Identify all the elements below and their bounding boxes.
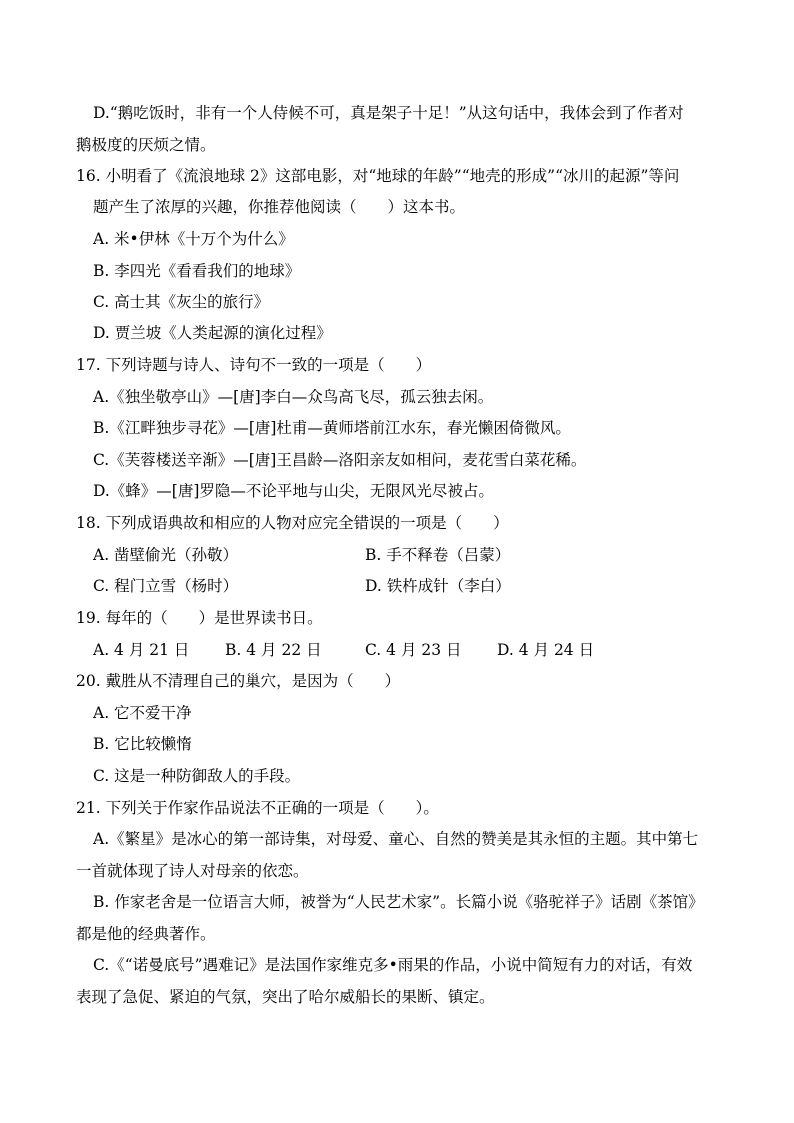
q21-option-c-line1: C.《“诺曼底号”遇难记》是法国作家维克多•雨果的作品，小说中简短有力的对话，有效 (93, 956, 693, 974)
q20-option-c: C. 这是一种防御敌人的手段。 (93, 767, 301, 785)
q21-option-b-line2: 都是他的经典著作。 (76, 925, 216, 943)
q20-stem: 20. 戴胜从不清理自己的巢穴，是因为（ ） (76, 672, 401, 690)
q18-option-c: C. 程门立雪（杨时） (93, 577, 239, 595)
q16-option-a: A. 米•伊林《十万个为什么》 (93, 230, 294, 248)
q21-option-a-line2: 一首就体现了诗人对母亲的依恋。 (76, 862, 309, 880)
q20-option-a: A. 它不爱干净 (93, 704, 192, 722)
q15-option-d-line2: 鹅极度的厌烦之情。 (76, 136, 216, 154)
q19-option-a: A. 4 月 21 日 (93, 641, 190, 659)
q21-option-b-line1: B. 作家老舍是一位语言大师，被誉为“人民艺术家”。长篇小说《骆驼祥子》话剧《茶馆》 (93, 893, 704, 911)
q19-option-d: D. 4 月 24 日 (497, 641, 595, 659)
q16-option-b: B. 李四光《看看我们的地球》 (93, 262, 301, 280)
q17-stem: 17. 下列诗题与诗人、诗句不一致的一项是（ ） (76, 356, 432, 374)
q18-stem: 18. 下列成语典故和相应的人物对应完全错误的一项是（ ） (76, 514, 509, 532)
q19-stem: 19. 每年的（ ）是世界读书日。 (76, 609, 323, 627)
q21-option-c-line2: 表现了急促、紧迫的气氛，突出了哈尔威船长的果断、镇定。 (76, 988, 495, 1006)
q17-option-d: D.《蜂》—[唐]罗隐—不论平地与山尖，无限风光尽被占。 (93, 482, 494, 500)
q15-option-d-line1: D.“鹅吃饭时，非有一个人侍候不可，真是架子十足！”从这句话中，我体会到了作者对 (93, 104, 684, 122)
q17-option-b: B.《江畔独步寻花》—[唐]杜甫—黄师塔前江水东，春光懒困倚微风。 (93, 419, 571, 437)
q17-option-a: A.《独坐敬亭山》—[唐]李白—众鸟高飞尽，孤云独去闲。 (93, 388, 494, 406)
q18-option-b: B. 手不释卷（吕蒙） (365, 546, 511, 564)
q20-option-b: B. 它比较懒惰 (93, 735, 192, 753)
q16-stem-line2: 题产生了浓厚的兴趣，你推荐他阅读（ ）这本书。 (93, 198, 466, 216)
q18-option-a: A. 凿壁偷光（孙敬） (93, 546, 239, 564)
q19-option-b: B. 4 月 22 日 (225, 641, 322, 659)
q19-option-c: C. 4 月 23 日 (365, 641, 462, 659)
q16-option-d: D. 贾兰坡《人类起源的演化过程》 (93, 324, 332, 342)
q16-option-c: C. 高士其《灰尘的旅行》 (93, 293, 270, 311)
q17-option-c: C.《芙蓉楼送辛渐》—[唐]王昌龄—洛阳亲友如相问，麦花雪白菜花稀。 (93, 451, 587, 469)
q16-stem-line1: 16. 小明看了《流浪地球 2》这部电影，对“地球的年龄”“地壳的形成”“冰川的起源”等问 (76, 167, 680, 185)
q21-stem: 21. 下列关于作家作品说法不正确的一项是（ ）。 (76, 799, 439, 817)
q18-option-d: D. 铁杵成针（李白） (365, 577, 511, 595)
q21-option-a-line1: A.《繁星》是冰心的第一部诗集，对母爱、童心、自然的赞美是其永恒的主题。其中第七 (93, 830, 699, 848)
